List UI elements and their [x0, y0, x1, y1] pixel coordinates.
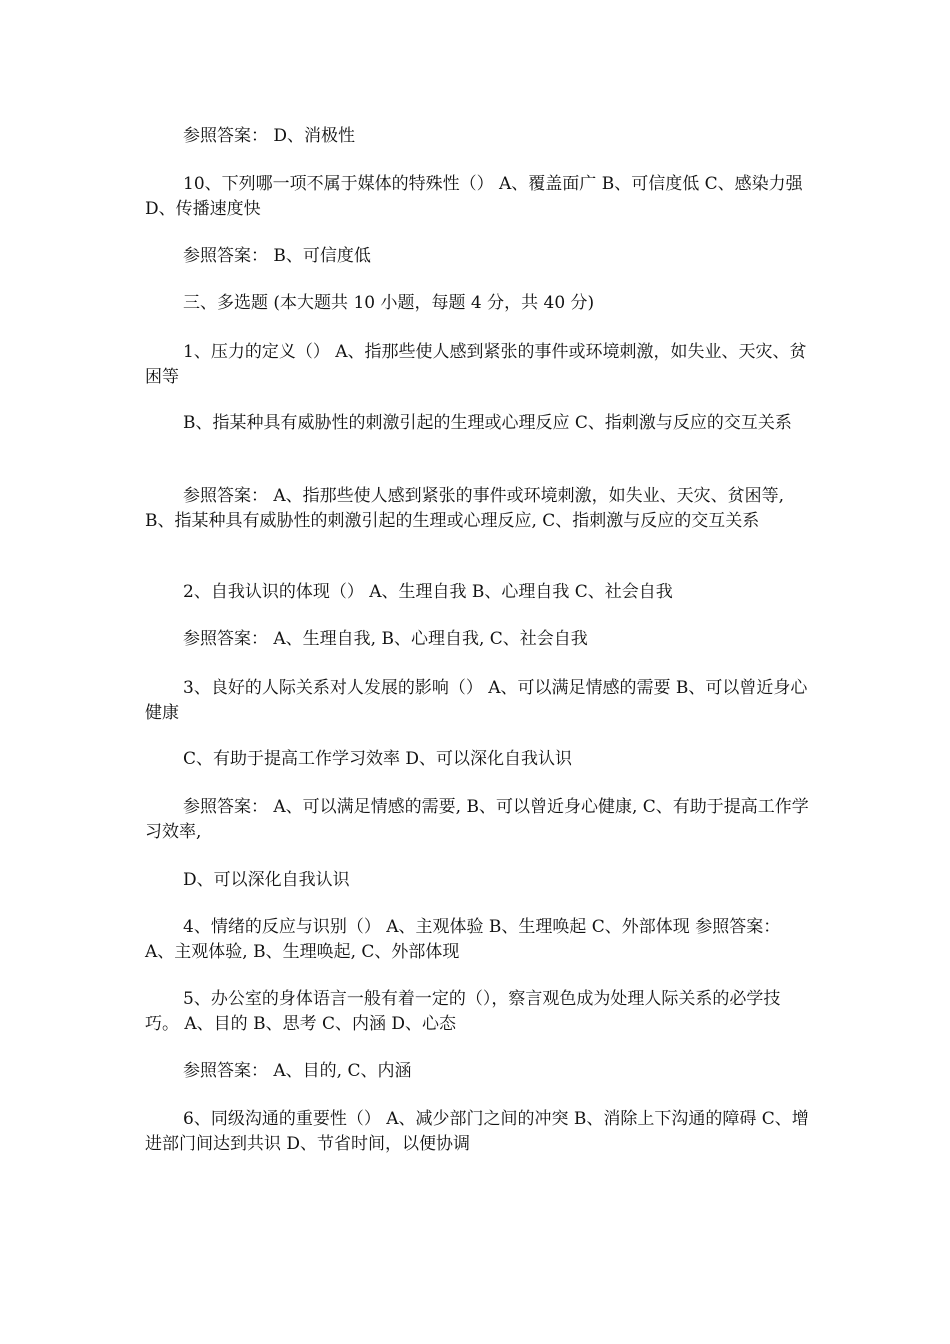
answer-paragraph: 参照答案： A、可以满足情感的需要, B、可以曾近身心健康, C、有助于提高工作学习效率, [145, 797, 809, 842]
answer-paragraph: 参照答案： B、可信度低 [183, 246, 371, 266]
question-paragraph: 1、压力的定义（） A、指那些使人感到紧张的事件或环境刺激，如失业、天灾、贫困等 [145, 342, 807, 387]
section-heading: 三、多选题 (本大题共 10 小题，每题 4 分，共 40 分) [183, 293, 595, 313]
answer-continuation: D、可以深化自我认识 [183, 870, 350, 890]
answer-paragraph: 参照答案： D、消极性 [183, 126, 356, 146]
question-paragraph: 10、下列哪一项不属于媒体的特殊性（） A、覆盖面广 B、可信度低 C、感染力强 D、传播速度快 [145, 174, 803, 219]
answer-paragraph: 参照答案： A、生理自我, B、心理自我, C、社会自我 [183, 629, 588, 649]
answer-paragraph: 参照答案： A、指那些使人感到紧张的事件或环境刺激，如失业、天灾、贫困等, B、指某种具有威胁性的刺激引起的生理或心理反应, C、指刺激与反应的交互关系 [145, 486, 785, 531]
question-paragraph: 2、自我认识的体现（） A、生理自我 B、心理自我 C、社会自我 [183, 582, 673, 602]
answer-paragraph: 参照答案： A、目的, C、内涵 [183, 1061, 412, 1081]
question-paragraph: 5、办公室的身体语言一般有着一定的（），察言观色成为处理人际关系的必学技巧。 A、目的 B、思考 C、内涵 D、心态 [145, 989, 781, 1034]
question-paragraph: 6、同级沟通的重要性（） A、减少部门之间的冲突 B、消除上下沟通的障碍 C、增进部门间达到共识 D、节省时间，以便协调 [145, 1109, 809, 1154]
question-paragraph: 3、良好的人际关系对人发展的影响（） A、可以满足情感的需要 B、可以曾近身心健康 [145, 678, 808, 723]
option-paragraph: B、指某种具有威胁性的刺激引起的生理或心理反应 C、指刺激与反应的交互关系 [183, 413, 792, 433]
question-paragraph: 4、情绪的反应与识别（） A、主观体验 B、生理唤起 C、外部体现 参照答案： A、主观体验, B、生理唤起, C、外部体现 [145, 917, 781, 962]
option-paragraph: C、有助于提高工作学习效率 D、可以深化自我认识 [183, 749, 573, 769]
